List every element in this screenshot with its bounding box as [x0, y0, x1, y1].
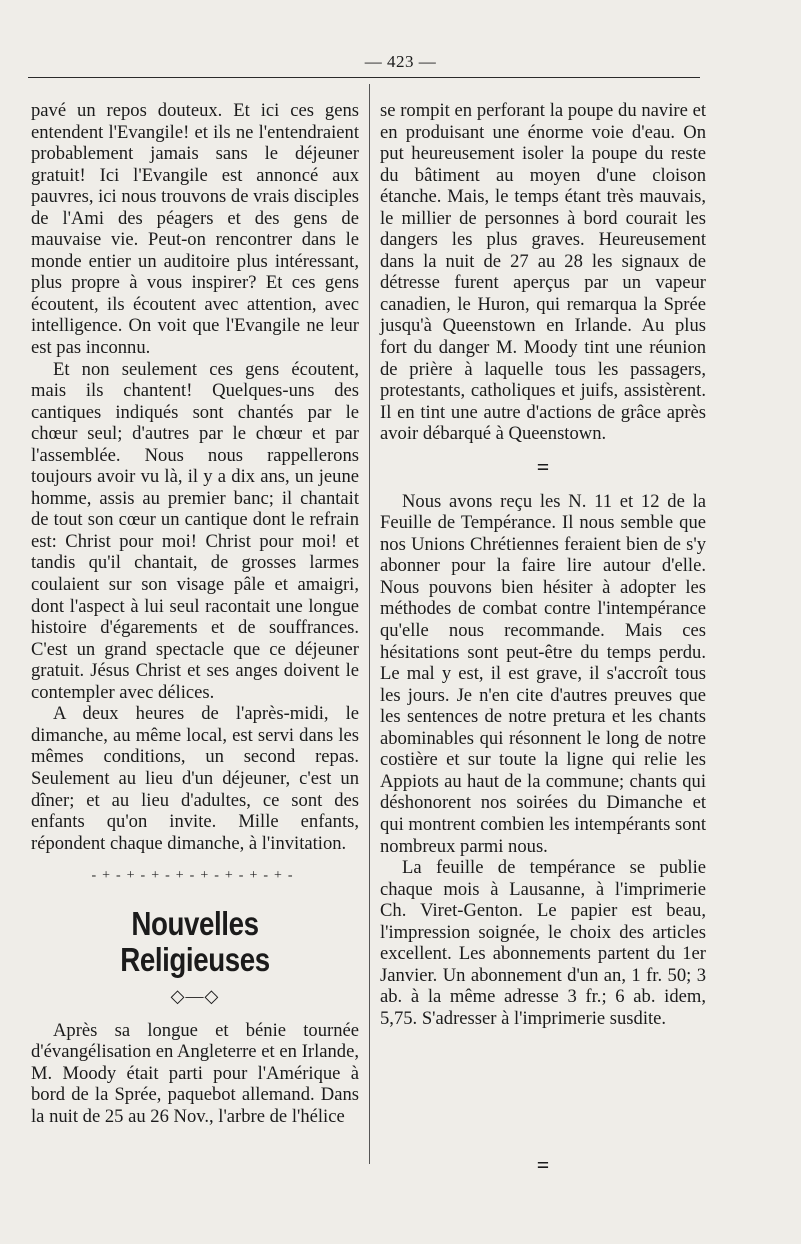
left-column [31, 100, 359, 1127]
header-rule [28, 77, 700, 78]
paragraph-continuation: pavé un repos douteux. Et ici ces gens entendent l'Evangile! et ils ne l'entendraient probablement jamais sans le déjeuner gratuit! Ici l'Evangile est annoncé aux pauvres, ici nous trouvons de vrais disciples de l'Ami des péagers et des gens de mauvaise vie. Peut-on rencontrer dans le monde entier un auditoire plus intéressant, plus propre à vous inspirer? Et ces gens écoutent, ils écoutent avec attention, avec intelligence. On voit que l'Evangile ne leur est pas inconnu. [31, 100, 359, 359]
section-separator: -+-+-+-+-+-+-+-+- [91, 868, 299, 884]
paragraph-moody-news: Après sa longue et bénie tournée d'évangélisation en Angleterre et en Irlande, M. Moody était parti pour l'Amérique à bord de la Sprée, paquebot allemand. Dans la nuit de 25 au 26 Nov., l'arbre de l'hélice [31, 1019, 359, 1127]
divider-mark: = [536, 453, 550, 479]
paragraph-temperance-subscription: La feuille de tempérance se publie chaque mois à Lausanne, à l'imprimerie Ch. Viret-Genton. Le papier est beau, l'impression soignée, le choix des articles excellent. Les abonnements partent du 1er Janvier. Un abonnement d'un an, 1 fr. 50; 3 ab. à la même adresse 3 fr.; 6 ab. idem, 5,75. S'adresser à l'imprimerie susdite. [380, 857, 706, 1029]
section-title: Nouvelles Religieuses [120, 905, 270, 979]
page-number: — 423 — [364, 52, 437, 71]
right-column [380, 100, 706, 1029]
paragraph-singing: Et non seulement ces gens écoutent, mais ils chantent! Quelques-uns des cantiques indiqués sont chantés par le chœur seul; d'autres par le chœur et par l'assemblée. Nous nous rappellerons toujours avoir vu là, il y a dix ans, un jeune homme, assis au premier banc; il chantait de tout son cœur un cantique dont le refrain est: Christ pour moi! Christ pour moi! et tandis qu'il chantait, de grosses larmes coulaient sur son visage pâle et amaigri, dont l'aspect à lui seul racontait une longue histoire d'égarements et de souffrances. C'est un grand spectacle que ce déjeuner gratuit. Jésus Christ et ses anges doivent le contempler avec délices. [31, 358, 359, 703]
paragraph-moody-continuation: se rompit en perforant la poupe du navire et en produisant une énorme voie d'eau. On put heureusement isoler la poupe du reste du bâtiment au moyen d'une cloison étanche. Mais, le temps étant très mauvais, le millier de personnes à bord courait les dangers les plus graves. Heureusement dans la nuit de 27 au 28 les signaux de détresse furent aperçus par un vapeur canadien, le Huron, qui remarqua la Sprée jusqu'à Queenstown en Irlande. Au plus fort du danger M. Moody tint une réunion de prière à laquelle tous les passagers, protestants, catholiques et juifs, assistèrent. Il en tint une autre d'actions de grâce après avoir débarqué à Queenstown. [380, 100, 706, 445]
title-ornament: ◇—◇ [170, 986, 220, 1007]
column-divider [369, 84, 370, 1164]
paragraph-temperance: Nous avons reçu les N. 11 et 12 de la Feuille de Tempérance. Il nous semble que nos Unions Chrétiennes feraient bien de s'y abonner pour la faire lire autour d'elle. Nous pouvons bien hésiter à adopter les méthodes de combat contre l'intempérance qu'elle nous recommande. Mais ces hésitations sont peut-être du temps perdu. Le mal y est, il est grave, il s'accroît tous les jours. Je n'en cite d'autres preuves que les sentences de notre pretura et les chants abominables qui résonnent le long de notre costière et sur toute la ligne qui relie les Appiots au haut de la commune; chants qui déshonorent nos soirées du Dimanche et qui montrent combien les intempérants sont nombreux parmi nous. [380, 490, 706, 857]
end-mark: = [536, 1152, 550, 1177]
paragraph-sunday-dinner: A deux heures de l'après-midi, le dimanche, au même local, est servi dans les mêmes conditions, un second repas. Seulement au lieu d'un déjeuner, c'est un dîner; et au lieu d'adultes, ce sont des enfants qu'on invite. Mille enfants, répondent chaque dimanche, à l'invitation. [31, 703, 359, 854]
